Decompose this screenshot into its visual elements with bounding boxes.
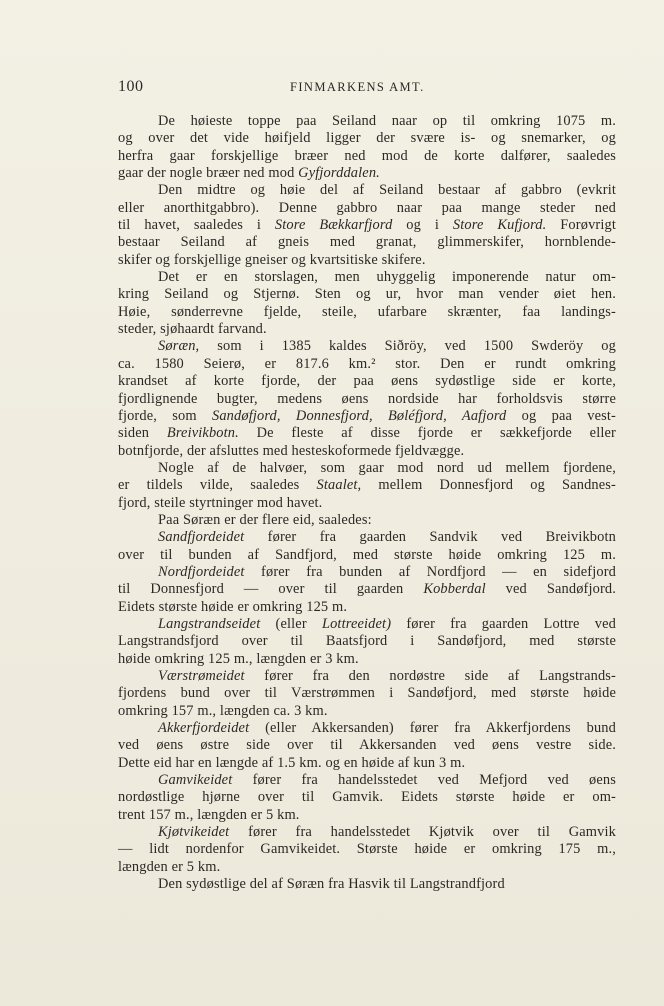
italic-term: Store Kufjord. [452, 217, 547, 234]
text-segment: Nogle af de halvøer, som gaar mod nord ud mellem fjordene, [158, 459, 616, 476]
text-segment: De fleste af disse fjorde er sækkefjorde eller [238, 425, 616, 442]
text-segment: over til bunden af Sandfjord, med største høide omkring 125 m. [118, 546, 616, 563]
text-line [118, 321, 616, 338]
text-line [118, 512, 616, 529]
text-segment: gaar der nogle bræer ned mod [118, 165, 299, 182]
text-line [118, 373, 616, 390]
text-line [118, 200, 616, 217]
text-segment: fjordens bund over til Værstrømmen i Sandøfjord, med største høide [118, 685, 616, 702]
text-line [118, 130, 616, 147]
text-segment: fjordlignende bugter, medens øens nordside har forholdsvis større [118, 390, 616, 407]
italic-term: Gyfjorddalen. [298, 165, 380, 182]
italic-term: Breivikbotn. [166, 425, 239, 442]
text-line [118, 408, 616, 425]
text-line [118, 443, 616, 460]
italic-term: Værstrømeidet [158, 668, 245, 684]
text-line [118, 425, 616, 442]
text-line [118, 529, 616, 546]
text-segment: steder, sjøhaardt farvand. [118, 321, 267, 338]
text-segment: botnfjorde, der afsluttes med hesteskoformede fjeldvægge. [118, 442, 465, 459]
text-line [118, 286, 616, 303]
text-segment: fører fra gaarden Lottre ved [391, 615, 616, 632]
text-line [118, 269, 616, 286]
text-line [118, 841, 616, 858]
text-line [118, 581, 616, 598]
text-segment: ved øens østre side over til Akkersanden ved øens vestre side. [118, 737, 616, 754]
text-segment: fører fra handelsstedet Kjøtvik over til Gamvik [229, 824, 616, 841]
text-line [118, 391, 616, 408]
text-segment: krandset af korte fjorde, der paa øens sydøstlige side er korte, [118, 373, 616, 390]
text-segment: (eller [260, 615, 322, 632]
text-line [118, 113, 616, 130]
page-number: 100 [118, 78, 144, 95]
text-segment: Langstrandsfjord over til Baatsfjord i Sandøfjord, med største [118, 633, 616, 650]
text-line [118, 651, 616, 668]
text-segment: Den midtre og høie del af Seiland bestaar af gabbro (evkrit [158, 182, 616, 199]
text-segment: længden er 5 km. [118, 858, 221, 875]
text-segment: De høieste toppe paa Seiland naar op til omkring 1075 m. [158, 113, 616, 129]
text-segment: til Donnesfjord — over til gaarden [118, 581, 424, 598]
text-segment: siden [118, 425, 167, 442]
text-segment: — lidt nordenfor Gamvikeidet. Største høide er omkring 175 m., [118, 841, 616, 858]
text-segment: Det er en storslagen, men uhyggelig imponerende natur om- [158, 269, 616, 286]
text-segment: Den sydøstlige del af Søræn fra Hasvik til Langstrandfjord [158, 876, 505, 893]
text-line [118, 304, 616, 321]
body-text [118, 113, 616, 893]
text-line [118, 772, 616, 789]
text-segment: Paa Søræn er der flere eid, saaledes: [158, 511, 372, 528]
text-line [118, 460, 616, 477]
text-segment: som i 1385 kaldes Siðröy, ved 1500 Swderöy og [199, 338, 616, 355]
italic-term: Langstrandseidet [158, 615, 261, 632]
italic-term: Akkerfjordeidet [158, 720, 250, 737]
italic-term: Sandøfjord, Donnesfjord, Bøléfjord, Aafjord [211, 407, 507, 424]
text-segment: ved Sandøfjord. [485, 581, 617, 598]
text-segment: fører fra bunden af Nordfjord — en sidefjord [244, 563, 616, 580]
text-segment: Eidets største høide er omkring 125 m. [118, 598, 348, 615]
text-line [118, 495, 616, 512]
text-line [118, 789, 616, 806]
text-line [118, 564, 616, 581]
text-line [118, 547, 616, 564]
text-segment: til havet, saaledes i [118, 217, 275, 234]
text-line [118, 633, 616, 650]
text-line [118, 477, 616, 494]
text-line [118, 824, 616, 841]
text-line [118, 616, 616, 633]
text-segment: Høie, sønderrevne fjelde, steile, ufarbare skrænter, faa landings- [118, 303, 616, 320]
text-line [118, 338, 616, 355]
text-line [118, 876, 616, 893]
italic-term: Kobberdal [423, 581, 486, 598]
text-segment: eller anorthitgabbro). Denne gabbro naar paa mange steder ned [118, 199, 616, 216]
running-title: FINMARKENS AMT. [290, 80, 425, 94]
text-segment: bestaar Seiland af gneis med granat, glimmerskifer, hornblende- [118, 234, 616, 251]
text-line [118, 703, 616, 720]
text-line [118, 668, 616, 685]
text-line [118, 148, 616, 165]
text-line [118, 182, 616, 199]
text-line [118, 252, 616, 269]
text-segment: og over det vide høifjeld ligger der svære is- og snemarker, og [118, 130, 616, 147]
italic-term: Staalet, [316, 477, 362, 494]
text-segment: (eller Akkersanden) fører fra Akkerfjordens bund [249, 720, 616, 737]
text-line [118, 720, 616, 737]
text-line [118, 234, 616, 251]
text-segment: herfra gaar forskjellige bræer ned mod de korte dalfører, saaledes [118, 147, 616, 164]
text-line [118, 755, 616, 772]
text-segment: fjord, steile styrtninger mod havet. [118, 494, 323, 511]
text-segment: og paa vest- [506, 407, 616, 424]
text-segment: kring Seiland og Stjernø. Sten og ur, hvor man vender øiet hen. [118, 286, 616, 303]
text-segment: ca. 1580 Seierø, er 817.6 km.² stor. Den er rundt omkring [118, 355, 616, 372]
text-line [118, 807, 616, 824]
text-segment: Dette eid har en længde af 1.5 km. og en høide af kun 3 m. [118, 754, 466, 771]
text-segment: mellem Donnesfjord og Sandnes- [361, 477, 616, 494]
text-segment: skifer og forskjellige gneiser og kvartsitiske skifere. [118, 251, 426, 268]
italic-term: Lottreeidet) [321, 615, 392, 632]
italic-term: Sandfjordeidet [158, 529, 245, 546]
text-line [118, 685, 616, 702]
text-line [118, 737, 616, 754]
text-segment: nordøstlige hjørne over til Gamvik. Eidets største høide er om- [118, 789, 616, 806]
text-segment: og i [392, 217, 453, 234]
italic-term: Nordfjordeidet [158, 563, 245, 580]
italic-term: Kjøtvikeidet [158, 824, 230, 841]
text-segment: er tildels vilde, saaledes [118, 477, 317, 494]
text-segment: fører fra gaarden Sandvik ved Breivikbotn [244, 529, 616, 546]
italic-term: Gamvikeidet [158, 772, 233, 789]
page-header [118, 76, 618, 100]
italic-term: Store Bækkarfjord [274, 217, 393, 234]
text-segment: høide omkring 125 m., længden er 3 km. [118, 650, 359, 667]
italic-term: Søræn, [158, 338, 200, 355]
text-line [118, 599, 616, 616]
text-segment: fører fra den nordøstre side af Langstrands- [244, 668, 616, 684]
text-segment: trent 157 m., længden er 5 km. [118, 806, 300, 823]
text-segment: omkring 157 m., længden ca. 3 km. [118, 702, 328, 719]
text-segment: Forøvrigt [546, 217, 616, 234]
text-segment: fjorde, som [118, 407, 212, 424]
text-line [118, 217, 616, 234]
text-line [118, 859, 616, 876]
text-line [118, 165, 616, 182]
text-line [118, 356, 616, 373]
text-segment: fører fra handelsstedet ved Mefjord ved øens [232, 772, 616, 789]
